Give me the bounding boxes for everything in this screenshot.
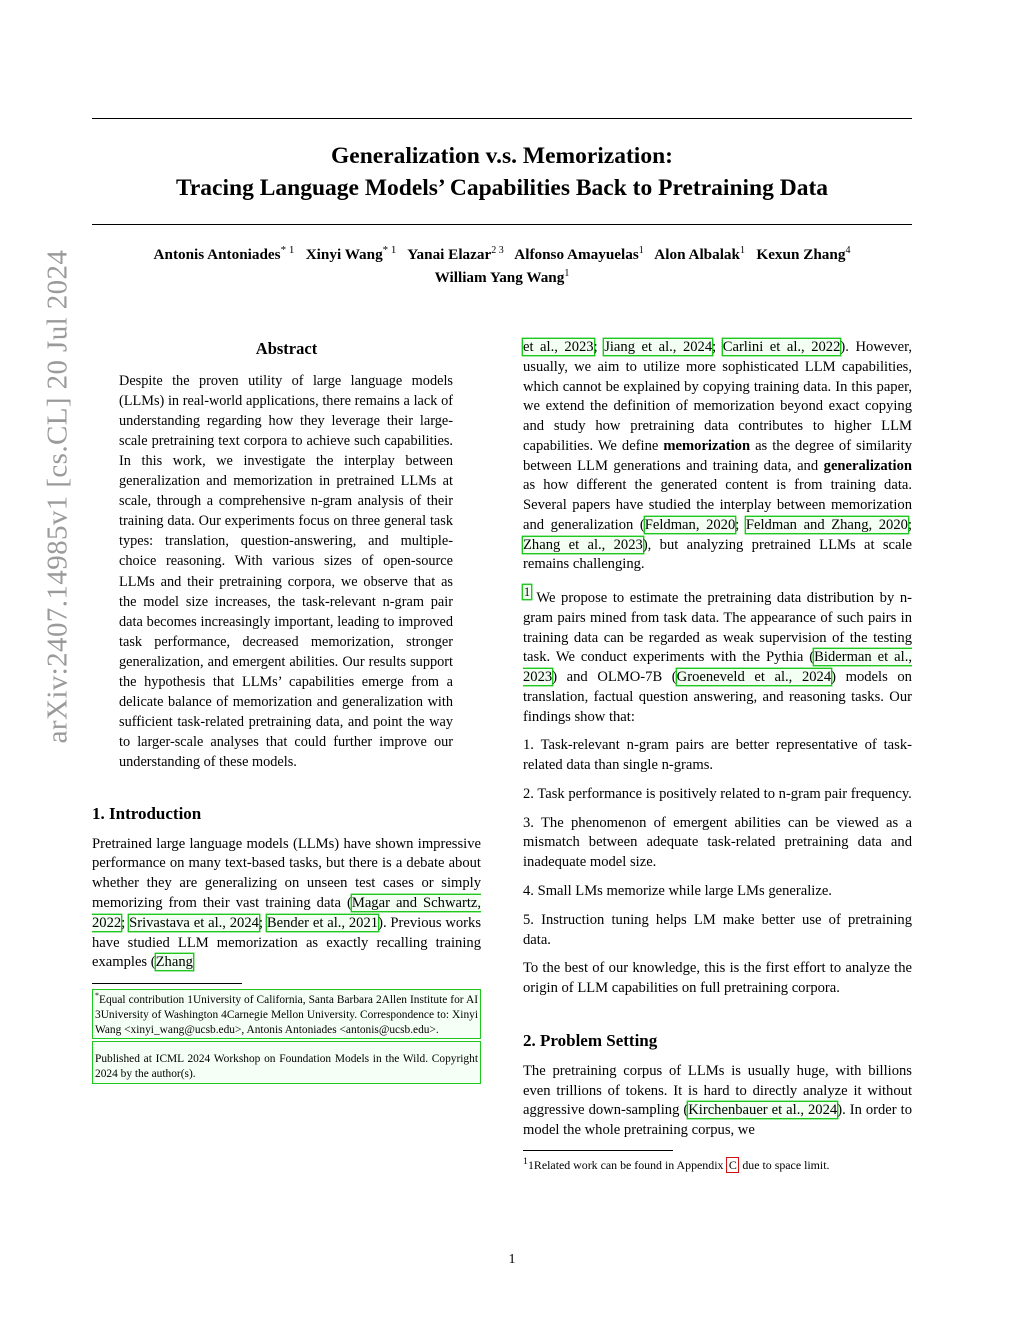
author-marks: 4 [845,244,851,256]
problem-text-b: ). In order to model the whole pretraining corpus, we [523,1102,912,1139]
citation-link[interactable]: Kirchenbauer et al., 2024 [688,1102,838,1119]
right-paragraph-3: To the best of our knowledge, this is the first effort to analyze the origin of LLM capabilities on full pretraining corpora. [523,960,912,997]
author-line-2 [92,266,912,290]
author-list [92,241,912,290]
right-footnote-text-b: due to space limit. [739,1157,830,1172]
problem-text-a: The pretraining corpus of LLMs is usually huge, with billions even trillions of tokens. It is hard to directly analyze it without aggressive down-sampling ( [523,1062,912,1119]
problem-setting-paragraph [523,1062,912,1141]
citation-link[interactable]: Feldman, 2020 [644,516,736,533]
citation-link[interactable]: Feldman and Zhang, 2020 [745,516,908,533]
author: Xinyi Wang$^{* 1}$ [305,243,397,263]
title-bottom-rule [92,224,912,225]
page-title [92,141,912,204]
author: Yanai Elazar$^{2 3}$ [407,244,504,263]
left-column [92,338,481,1086]
section-heading-introduction: 1. Introduction [92,803,202,823]
right-footnote-separator [523,1150,673,1151]
author: Alfonso Amayuelas$^1$ [514,244,644,263]
citation-link[interactable]: Carlini et al., 2022 [722,339,841,355]
footnote-marker: 1 [523,1155,528,1167]
right-text-b: as the degree of similarity between LLM generations and training data, and [523,437,912,474]
author-line-1 [92,241,912,266]
title-line-1: Generalization v.s. Memorization: [331,143,673,169]
right-text-f: ) and OLMO-7B ( [552,669,677,686]
right-paragraph-2 [523,584,912,727]
term-generalization: generalization [823,457,912,474]
citation-link[interactable]: Bender et al., 2021 [266,914,379,931]
citation-link[interactable]: Zhang et al., 2023 [523,536,643,553]
affiliations-text: Equal contribution 1University of California, Santa Barbara 2Allen Institute for AI 3University of Washington 4Carnegie Mellon University. Correspondence to: Xinyi Wang <xinyi_wang@ucsb.edu>, Antonis Antoniades <antonis@ucsb.edu>. [95,993,478,1036]
citation-link[interactable]: Magar and Schwartz, 2022 [92,894,481,931]
citation-link[interactable]: Biderman et al., 2023 [523,649,912,686]
list-item: 3. The phenomenon of emergent abilities can be viewed as a mismatch between adequate task-related pretraining data and inadequate model size. [523,814,912,871]
top-rule [92,118,912,119]
author-marks: 2 3 [491,244,504,256]
author-marks: 1 [739,244,745,256]
right-text-d: ), but analyzing pretrained LLMs at scale remains challenging. [523,536,912,573]
citation-link[interactable]: et al., 2023 [523,339,594,355]
right-paragraph-1: et al., 2023; Jiang et al., 2024; Carlini et al., 2022). However, usually, we aim to utilize more sophisticated LLM capabilities, which cannot be explained by copying training data. In this paper, we extend the definition of memorization beyond exact copying and study how pretraining data contributes to higher LLM capabilities. We define memorization as the degree of similarity between LLM generations and training data, and generalization as how different the generated content is from training data. Several papers have studied the interplay between memorization and generalization (Feldman, 2020; Feldman and Zhang, 2020; Zhang et al., 2023), but analyzing pretrained LLMs at scale remains challenging. [523,339,912,573]
right-text-a: ). However, usually, we aim to utilize more sophisticated LLM capabilities, which cannot be explained by copying training data. In this paper, we extend the definition of memorization beyond exact copying and study how pretraining data contributes to higher LLM capabilities. We define [523,339,912,454]
author: Antonis Antoniades$^{* 1}$ [153,243,295,263]
title-block [92,118,912,290]
author-marks: * 1 [280,243,295,256]
citation-link[interactable]: Jiang et al., 2024 [604,339,713,355]
author-marks: 1 [638,244,644,256]
intro-text-b: ). Previous works have studied LLM memorization as exactly recalling training examples ( [92,914,482,971]
affiliations-footnote [95,991,478,1037]
publication-note: Published at ICML 2024 Workshop on Foundation Models in the Wild. Copyright 2024 by the author(s). [95,1053,478,1081]
author: Kexun Zhang$^4$ [756,244,851,263]
findings-list [523,736,912,950]
publication-note-box [92,1041,481,1084]
right-text-e: We propose to estimate the pretraining data distribution by n-gram pairs mined from task data. The appearance of such pairs in training data can be regarded as weak supervision of the testing task. We conduct experiments with the Pythia ( [523,590,912,666]
intro-paragraph-1: Pretrained large language models (LLMs) have shown impressive performance on many text-based tasks, but there is a debate about whether they are generalizing on unseen test cases or simply memorizing from their vast training data (Magar and Schwartz, 2022; Srivastava et al., 2024; Bender et al., 2021). Previous works have studied LLM memorization as exactly recalling training examples (Zhang [92,835,482,971]
intro-text-a: Pretrained large language models (LLMs) have shown impressive performance on many text-based tasks, but there is a debate about whether they are generalizing on unseen test cases or simply memorizing from their vast training data ( [92,835,481,911]
list-item: 5. Instruction tuning helps LM make better use of pretraining data. [523,911,912,948]
page-number: 1 [508,1252,516,1267]
list-item: 4. Small LMs memorize while large LMs generalize. [523,883,832,899]
right-text-g: ) models on translation, factual question answering, and reasoning tasks. Our findings show that: [523,669,912,725]
author: Alon Albalak$^1$ [654,244,745,263]
author: William Yang Wang$^1$ [434,268,570,287]
right-text-c: as how different the generated content is from training data. Several papers have studied the interplay between memorization and generalization ( [523,477,912,533]
right-column [523,338,912,1173]
abstract-text: Despite the proven utility of large language models (LLMs) in real-world applications, there remains a lack of understanding regarding how they leverage their large-scale pretraining text corpora to achieve such capabilities. In this work, we investigate the interplay between generalization and memorization in pretrained LLMs at scale, through a comprehensive n-gram analysis of their training data. Our experiments focus on three general task types: translation, question-answering, and multiple-choice reasoning. With various sizes of open-source LLMs and their pretraining corpora, we observe that as the model size increases, the task-relevant n-gram pair data becomes increasingly important, leading to improved task performance, decreased memorization, stronger generalization, and emergent abilities. Our results support the hypothesis that LLMs’ capabilities emerge from a delicate balance of memorization and generalization with sufficient task-related pretraining data, and point the way to larger-scale analyses that could further improve our understanding of these models. [119,373,453,770]
footnote-separator [92,983,242,984]
arxiv-stamp: arXiv:2407.14985v1 [cs.CL] 20 Jul 2024 [41,249,74,744]
list-item: 1. Task-relevant n-gram pairs are better representative of task-related data than single n-grams. [523,737,912,774]
citation-link[interactable]: Zhang [155,954,193,971]
footnote-ref-1[interactable]: 1 [524,585,531,600]
appendix-ref-link[interactable]: C [726,1157,739,1173]
abstract-heading: Abstract [255,339,318,358]
citation-link[interactable]: Srivastava et al., 2024 [129,914,259,931]
title-line-2: Tracing Language Models’ Capabilities Back to Pretraining Data [175,174,829,201]
citation-link[interactable]: Groeneveld et al., 2024 [676,669,832,686]
author-marks: 1 [564,268,570,280]
author-marks: * 1 [382,243,397,256]
term-memorization: memorization [663,437,751,454]
footnote-marker: * [95,991,99,1001]
list-item: 2. Task performance is positively related to n-gram pair frequency. [523,785,912,802]
right-footnote [523,1156,912,1173]
affiliations-footnote-box [92,989,481,1039]
right-footnote-text-a: 1Related work can be found in Appendix [527,1157,727,1172]
section-heading-problem-setting: 2. Problem Setting [523,1030,658,1050]
